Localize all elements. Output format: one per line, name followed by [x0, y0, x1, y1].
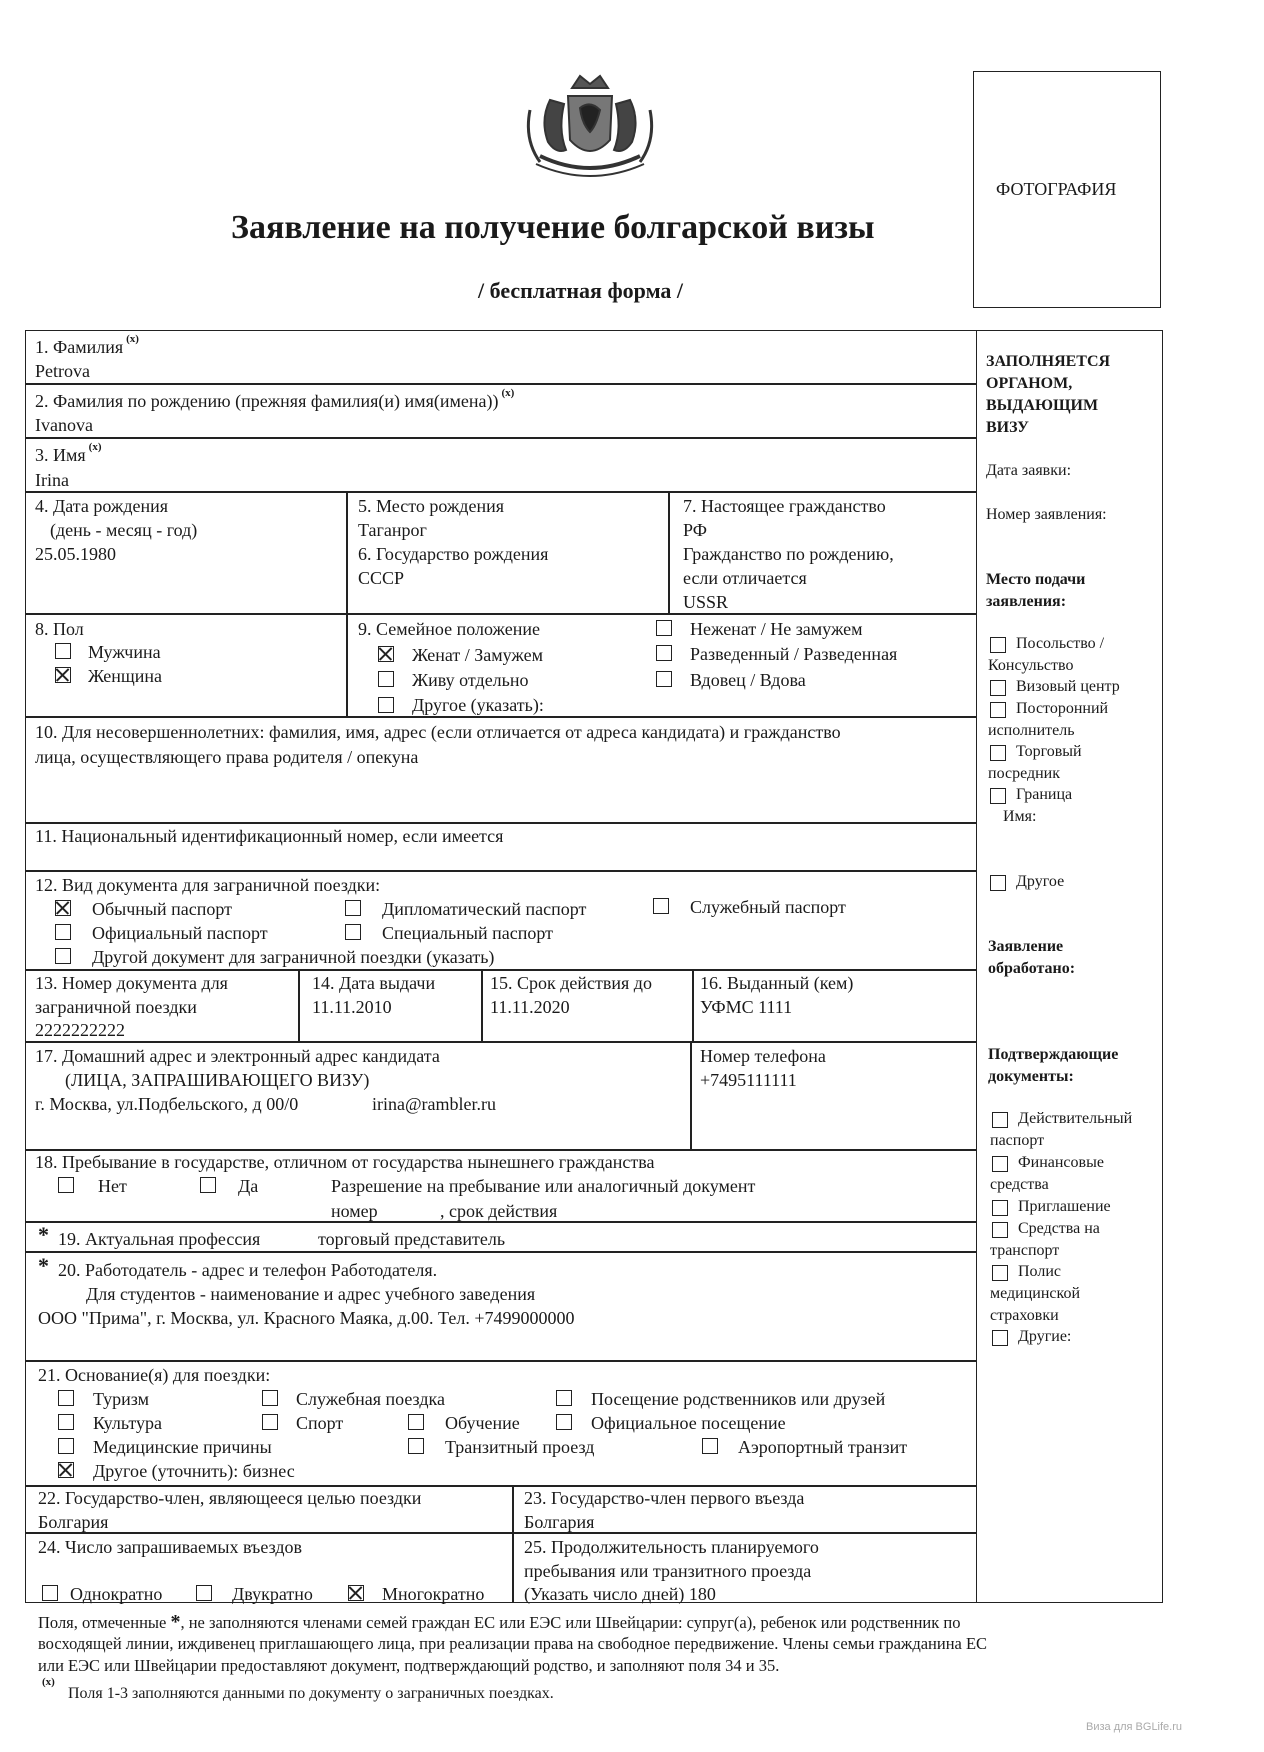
field-23-value[interactable]: Болгария: [524, 1512, 595, 1532]
option-female: Женщина: [88, 666, 162, 686]
checkbox-official-visit[interactable]: [556, 1414, 572, 1430]
option-married: Женат / Замужем: [412, 645, 543, 665]
checkbox-commercial-intermediary[interactable]: [990, 745, 1006, 761]
doc-invitation: Приглашение: [1018, 1198, 1111, 1215]
option-outside-provider-2: исполнитель: [988, 722, 1075, 739]
checkbox-official-passport[interactable]: [55, 924, 71, 940]
checkbox-valid-passport[interactable]: [992, 1112, 1008, 1128]
checkbox-separated[interactable]: [378, 671, 394, 687]
option-outside-provider: Посторонний: [1016, 700, 1109, 717]
checkbox-single-entry[interactable]: [42, 1585, 58, 1601]
field-15-label: 15. Срок действия до: [490, 973, 652, 993]
star-19: *: [38, 1222, 49, 1247]
field-17-email[interactable]: irina@rambler.ru: [372, 1094, 497, 1114]
permit-validity-label: , срок действия: [440, 1201, 558, 1221]
sidebar-heading-2: ОРГАНОМ,: [986, 375, 1073, 392]
docs-heading-1: Подтверждающие: [988, 1046, 1119, 1063]
field-1-value[interactable]: Petrova: [35, 361, 90, 381]
checkbox-medical[interactable]: [58, 1438, 74, 1454]
option-male: Мужчина: [88, 642, 161, 662]
checkbox-stay-no[interactable]: [58, 1177, 74, 1193]
footer-mark: (x): [42, 1676, 55, 1688]
footer-note-4: Поля 1-3 заполняются данными по документу о заграничных поездках.: [68, 1685, 554, 1702]
field-8-label: 8. Пол: [35, 619, 84, 639]
processed-heading-2: обработано:: [988, 960, 1076, 977]
field-11-label: 11. Национальный идентификационный номер, если имеется: [35, 826, 504, 846]
field-21-label: 21. Основание(я) для поездки:: [38, 1365, 271, 1385]
star-20: *: [38, 1253, 49, 1278]
checkbox-visiting-relatives[interactable]: [556, 1390, 572, 1406]
field-7-label: 7. Настоящее гражданство: [683, 496, 886, 516]
field-6-label: 6. Государство рождения: [358, 544, 549, 564]
checkbox-visa-center[interactable]: [990, 680, 1006, 696]
application-number-label: Номер заявления:: [986, 506, 1107, 523]
option-service-passport: Служебный паспорт: [690, 897, 846, 917]
docs-heading-2: документы:: [988, 1068, 1074, 1085]
coat-of-arms-emblem: [510, 70, 670, 190]
field-4-value[interactable]: 25.05.1980: [35, 544, 116, 564]
checkbox-married[interactable]: [378, 646, 394, 662]
option-official-passport: Официальный паспорт: [92, 923, 268, 943]
footer-note-1: Поля, отмеченные *, не заполняются членами семей граждан ЕС или ЕЭС или Швейцарии: супруг(а), ребенок или родственник по: [38, 1611, 961, 1633]
field-16-value[interactable]: УФМС 1111: [700, 997, 793, 1017]
checkbox-other-docs[interactable]: [992, 1330, 1008, 1346]
field-19-label: 19. Актуальная профессия: [58, 1229, 261, 1249]
option-commercial-intermediary-2: посредник: [988, 765, 1060, 782]
checkbox-other-document[interactable]: [55, 948, 71, 964]
checkbox-outside-provider[interactable]: [990, 702, 1006, 718]
field-14-value[interactable]: 11.11.2010: [312, 997, 392, 1017]
option-embassy: Посольство /: [1016, 635, 1105, 652]
field-13-label2: заграничной поездки: [35, 997, 197, 1017]
field-6-value[interactable]: СССР: [358, 568, 405, 588]
sidebar-heading-1: ЗАПОЛНЯЕТСЯ: [986, 353, 1111, 370]
place-heading-1: Место подачи: [986, 571, 1086, 588]
checkbox-study[interactable]: [408, 1414, 424, 1430]
doc-insurance-2: медицинской: [990, 1285, 1081, 1302]
doc-transport-means-2: транспорт: [990, 1242, 1060, 1259]
footer-note-2: восходящей линии, иждивенец приглашающего лица, при реализации права на свободное передвижение. Члены семьи гражданина ЕС: [38, 1634, 988, 1653]
phone-value[interactable]: +7495111111: [700, 1070, 797, 1090]
sidebar-heading-3: ВЫДАЮЩИМ: [986, 397, 1099, 414]
checkbox-embassy[interactable]: [990, 637, 1006, 653]
checkbox-culture[interactable]: [58, 1414, 74, 1430]
checkbox-single[interactable]: [656, 620, 672, 636]
field-7-birth-label: Гражданство по рождению,: [683, 544, 894, 564]
field-23-label: 23. Государство-член первого въезда: [524, 1488, 805, 1508]
checkbox-other-place[interactable]: [990, 875, 1006, 891]
option-medical: Медицинские причины: [93, 1437, 272, 1457]
option-stay-yes: Да: [238, 1176, 259, 1196]
field-4-format: (день - месяц - год): [50, 520, 198, 540]
option-study: Обучение: [445, 1413, 520, 1433]
place-heading-2: заявления:: [986, 593, 1067, 610]
option-separated: Живу отдельно: [412, 670, 529, 690]
field-1-label: 1. Фамилия $^{(x)}$: [35, 333, 139, 357]
checkbox-tourism[interactable]: [58, 1390, 74, 1406]
checkbox-transport-means[interactable]: [992, 1222, 1008, 1238]
checkbox-airport-transit[interactable]: [702, 1438, 718, 1454]
checkbox-invitation[interactable]: [992, 1200, 1008, 1216]
checkbox-transit[interactable]: [408, 1438, 424, 1454]
field-20-label: 20. Работодатель - адрес и телефон Работодателя.: [58, 1260, 438, 1280]
field-5-label: 5. Место рождения: [358, 496, 505, 516]
field-14-label: 14. Дата выдачи: [312, 973, 436, 993]
field-22-label: 22. Государство-член, являющееся целью поездки: [38, 1488, 422, 1508]
field-24-label: 24. Число запрашиваемых въездов: [38, 1537, 303, 1557]
doc-insurance-3: страховки: [990, 1307, 1059, 1324]
doc-insurance: Полис: [1018, 1263, 1061, 1280]
field-5-value[interactable]: Таганрог: [358, 520, 427, 540]
field-3-value[interactable]: Irina: [35, 470, 69, 490]
option-stay-no: Нет: [98, 1176, 127, 1196]
checkbox-border[interactable]: [990, 788, 1006, 804]
option-visa-center: Визовый центр: [1016, 678, 1120, 695]
field-3-label: 3. Имя $^{(x)}$: [35, 441, 102, 465]
application-date-label: Дата заявки:: [986, 462, 1072, 479]
field-13-value[interactable]: 2222222222: [35, 1020, 125, 1040]
field-7-birth-label2: если отличается: [683, 568, 807, 588]
checkbox-service-passport[interactable]: [653, 898, 669, 914]
checkbox-sport[interactable]: [262, 1414, 278, 1430]
field-2-value[interactable]: Ivanova: [35, 415, 93, 435]
processed-heading-1: Заявление: [988, 938, 1064, 955]
checkbox-other-status[interactable]: [378, 697, 394, 713]
option-tourism: Туризм: [93, 1389, 149, 1409]
checkbox-special-passport[interactable]: [345, 924, 361, 940]
field-25-label2: пребывания или транзитного проезда: [524, 1561, 812, 1581]
field-13-label: 13. Номер документа для: [35, 973, 228, 993]
field-7-value[interactable]: РФ: [683, 520, 707, 540]
option-border: Граница: [1016, 786, 1073, 803]
option-embassy-2: Консульство: [988, 657, 1074, 674]
field-22-value[interactable]: Болгария: [38, 1512, 109, 1532]
checkbox-financial-means[interactable]: [992, 1156, 1008, 1172]
checkbox-widowed[interactable]: [656, 671, 672, 687]
option-airport-transit: Аэропортный транзит: [738, 1437, 908, 1457]
option-visiting-relatives: Посещение родственников или друзей: [591, 1389, 886, 1409]
field-17-address[interactable]: г. Москва, ул.Подбельского, д 00/0: [35, 1094, 299, 1114]
field-17-label: 17. Домашний адрес и электронный адрес кандидата: [35, 1046, 440, 1066]
checkbox-stay-yes[interactable]: [200, 1177, 216, 1193]
field-4-label: 4. Дата рождения: [35, 496, 169, 516]
permit-number-label: номер: [331, 1201, 378, 1221]
option-other-status: Другое (указать):: [412, 695, 544, 715]
doc-transport-means: Средства на: [1018, 1220, 1100, 1237]
field-19-value[interactable]: торговый представитель: [318, 1229, 506, 1249]
doc-valid-passport-2: паспорт: [990, 1132, 1045, 1149]
checkbox-diplomatic-passport[interactable]: [345, 900, 361, 916]
option-culture: Культура: [93, 1413, 162, 1433]
checkbox-male[interactable]: [55, 643, 71, 659]
field-10-label2: лица, осуществляющего права родителя / опекуна: [35, 747, 419, 767]
footer-note-3: или ЕЭС или Швейцарии предоставляют документ, подтверждающий родство, и заполняют поля 34 и 35.: [38, 1656, 780, 1675]
option-divorced: Разведенный / Разведенная: [690, 644, 898, 664]
option-commercial-intermediary: Торговый: [1016, 743, 1082, 760]
field-10-label: 10. Для несовершеннолетних: фамилия, имя, адрес (если отличается от адреса кандидата) и гражданство: [35, 722, 841, 742]
checkbox-ordinary-passport[interactable]: [55, 900, 71, 916]
option-other-purpose: Другое (уточнить): бизнес: [93, 1461, 295, 1481]
field-2-label: 2. Фамилия по рождению (прежняя фамилия(и) имя(имена)) $^{(x)}$: [35, 387, 515, 411]
checkbox-multiple-entry[interactable]: [348, 1585, 364, 1601]
option-other-place: Другое: [1016, 873, 1065, 890]
checkbox-business-trip[interactable]: [262, 1390, 278, 1406]
field-20-label2: Для студентов - наименование и адрес учебного заведения: [86, 1284, 536, 1304]
checkbox-insurance[interactable]: [992, 1265, 1008, 1281]
field-16-label: 16. Выданный (кем): [700, 973, 854, 993]
permit-label: Разрешение на пребывание или аналогичный документ: [331, 1176, 756, 1196]
doc-valid-passport: Действительный: [1018, 1110, 1133, 1127]
option-multiple-entry: Многократно: [382, 1584, 485, 1604]
form-subtitle: / бесплатная форма /: [478, 278, 684, 303]
field-7-birth-value[interactable]: USSR: [683, 592, 729, 612]
field-20-value[interactable]: ООО "Прима", г. Москва, ул. Красного Маяка, д.00. Тел. +7499000000: [38, 1308, 575, 1328]
field-12-label: 12. Вид документа для заграничной поездки:: [35, 875, 381, 895]
option-official-visit: Официальное посещение: [591, 1413, 786, 1433]
phone-label: Номер телефона: [700, 1046, 826, 1066]
watermark-text: Виза для BGLife.ru: [1086, 1721, 1183, 1733]
option-single: Неженат / Не замужем: [690, 619, 863, 639]
option-special-passport: Специальный паспорт: [382, 923, 553, 943]
option-widowed: Вдовец / Вдова: [690, 670, 806, 690]
field-9-label: 9. Семейное положение: [358, 619, 540, 639]
option-business-trip: Служебная поездка: [296, 1389, 445, 1409]
field-15-value[interactable]: 11.11.2020: [490, 997, 570, 1017]
checkbox-double-entry[interactable]: [196, 1585, 212, 1601]
photo-label: ФОТОГРАФИЯ: [996, 179, 1117, 199]
doc-financial-means-2: средства: [990, 1176, 1049, 1193]
doc-financial-means: Финансовые: [1018, 1154, 1104, 1171]
checkbox-divorced[interactable]: [656, 645, 672, 661]
field-25-label: 25. Продолжительность планируемого: [524, 1537, 819, 1557]
field-18-label: 18. Пребывание в государстве, отличном от государства нынешнего гражданства: [35, 1152, 655, 1172]
sidebar-heading-4: ВИЗУ: [986, 419, 1029, 436]
option-diplomatic-passport: Дипломатический паспорт: [382, 899, 587, 919]
field-25-value[interactable]: (Указать число дней) 180: [524, 1584, 716, 1604]
option-transit: Транзитный проезд: [445, 1437, 595, 1457]
field-17-label2: (ЛИЦА, ЗАПРАШИВАЮЩЕГО ВИЗУ): [65, 1070, 370, 1090]
checkbox-other-purpose[interactable]: [58, 1462, 74, 1478]
option-other-document: Другой документ для заграничной поездки (указать): [92, 947, 495, 967]
form-title: Заявление на получение болгарской визы: [231, 209, 875, 246]
option-single-entry: Однократно: [70, 1584, 163, 1604]
checkbox-female[interactable]: [55, 667, 71, 683]
option-ordinary-passport: Обычный паспорт: [92, 899, 233, 919]
border-name-label: Имя:: [1003, 808, 1037, 825]
option-double-entry: Двукратно: [232, 1584, 313, 1604]
option-sport: Спорт: [296, 1413, 344, 1433]
doc-other: Другие:: [1018, 1328, 1072, 1345]
